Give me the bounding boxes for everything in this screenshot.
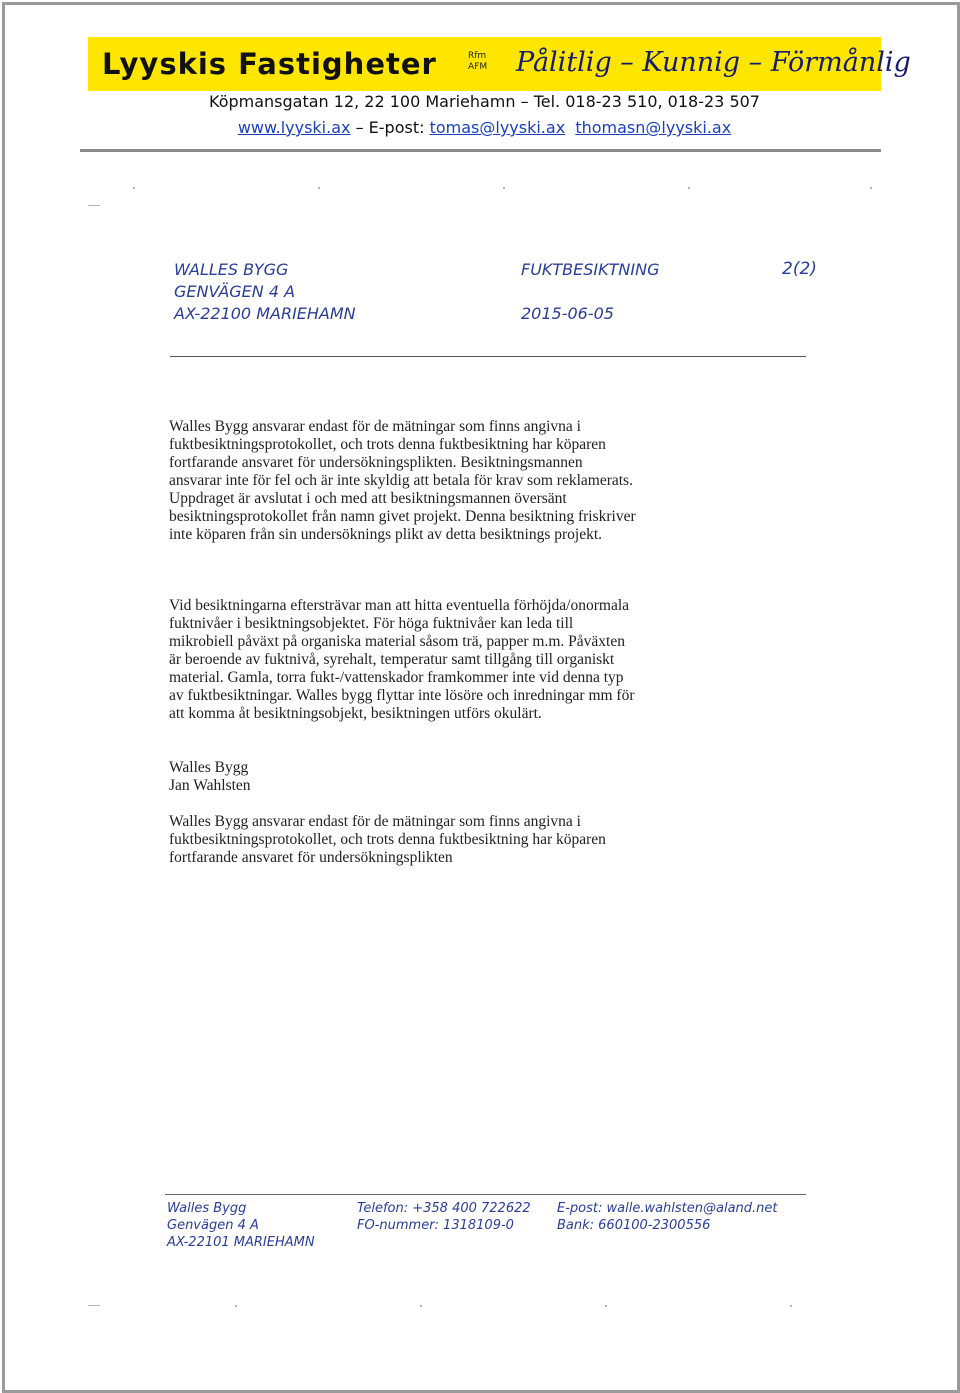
scan-speck bbox=[605, 1305, 607, 1307]
signature-name: Jan Wahlsten bbox=[169, 777, 251, 794]
recipient-street: GENVÄGEN 4 A bbox=[174, 282, 296, 301]
email-link-tomas[interactable]: tomas@lyyski.ax bbox=[429, 118, 566, 137]
footer-bank: Bank: 660100-2300556 bbox=[557, 1218, 711, 1233]
rfm-mark bbox=[468, 51, 487, 73]
footer-contact bbox=[557, 1200, 778, 1234]
footer-fo-number: FO-nummer: 1318109-0 bbox=[357, 1218, 514, 1233]
tagline: Pålitlig – Kunnig – Förmånlig bbox=[516, 47, 911, 78]
document-date: 2015-06-05 bbox=[521, 304, 614, 323]
email-link-thomasn[interactable]: thomasn@lyyski.ax bbox=[575, 118, 732, 137]
scan-speck bbox=[503, 187, 505, 189]
document-header-rule bbox=[170, 356, 806, 357]
moisture-paragraph: Vid besiktningarna eftersträvar man att hitta eventuella förhöjda/onormala fuktnivåer i besiktningsobjektet. För höga fuktnivåer kan leda till mikrobiell påväxt på organiska material såsom trä, papper m.m. Påväxten är beroende av fuktnivå, syrehalt, temperatur samt tillgång till organiskt material. Gamla, torra fukt-/vattenskador framkommer inte vid denna typ av fuktbesiktningar. Walles bygg flyttar inte lösöre och inredningar mm för att komma åt besiktningsobjekt, besiktningen utförs okulärt. bbox=[169, 597, 635, 722]
footer-company: Walles Bygg bbox=[167, 1201, 247, 1216]
rfm-line: Rfm bbox=[468, 51, 487, 61]
scan-speck bbox=[870, 187, 872, 189]
footer-email: E-post: walle.wahlsten@aland.net bbox=[557, 1201, 778, 1216]
website-link[interactable]: www.lyyski.ax bbox=[237, 118, 351, 137]
scan-speck bbox=[688, 187, 690, 189]
footer-registration bbox=[357, 1200, 531, 1234]
header-divider bbox=[80, 149, 881, 152]
recipient-postal: AX-22100 MARIEHAMN bbox=[174, 304, 356, 323]
footer-street: Genvägen 4 A bbox=[167, 1218, 259, 1233]
scan-speck bbox=[88, 205, 100, 206]
letterhead-banner bbox=[88, 37, 911, 91]
footer-address bbox=[167, 1200, 315, 1251]
scan-speck bbox=[318, 187, 320, 189]
letterhead-address: Köpmansgatan 12, 22 100 Mariehamn – Tel. 018-23 510, 018-23 507 bbox=[209, 92, 760, 111]
page-number: 2(2) bbox=[782, 259, 817, 279]
signature-company: Walles Bygg bbox=[169, 759, 249, 776]
footer-postal: AX-22101 MARIEHAMN bbox=[167, 1235, 315, 1250]
scan-speck bbox=[133, 187, 135, 189]
recipient-company: WALLES BYGG bbox=[174, 260, 289, 279]
footer-rule bbox=[165, 1194, 806, 1195]
footer-phone: Telefon: +358 400 722622 bbox=[357, 1201, 531, 1216]
afm-line: AFM bbox=[468, 62, 488, 72]
scan-speck bbox=[88, 1305, 100, 1306]
email-label: – E-post: bbox=[350, 118, 430, 137]
letterhead-contact bbox=[88, 118, 881, 137]
scan-speck bbox=[235, 1305, 237, 1307]
document-type: FUKTBESIKTNING bbox=[521, 260, 660, 279]
scan-speck bbox=[790, 1305, 792, 1307]
brand-logo: Lyyskis Fastigheter bbox=[102, 47, 437, 81]
scan-speck bbox=[420, 1305, 422, 1307]
closing-paragraph: Walles Bygg ansvarar endast för de mätningar som finns angivna i fuktbesiktningsprotokollet, och trots denna fuktbesiktning har köparen fortfarande ansvaret för undersökningsplikten bbox=[169, 813, 606, 866]
disclaimer-paragraph: Walles Bygg ansvarar endast för de mätningar som finns angivna i fuktbesiktningsprotokollet, och trots denna fuktbesiktning har köparen fortfarande ansvaret för undersökningsplikten. Besiktningsmannen ansvarar inte för fel och är inte skyldig att betala för krav som reklamerats. Uppdraget är avslutat i och med att besiktningsmannen översänt besiktningsprotokollet från namn givet projekt. Denna besiktning friskriver inte köparen från sin undersöknings plikt av detta besiktnings projekt. bbox=[169, 418, 636, 543]
